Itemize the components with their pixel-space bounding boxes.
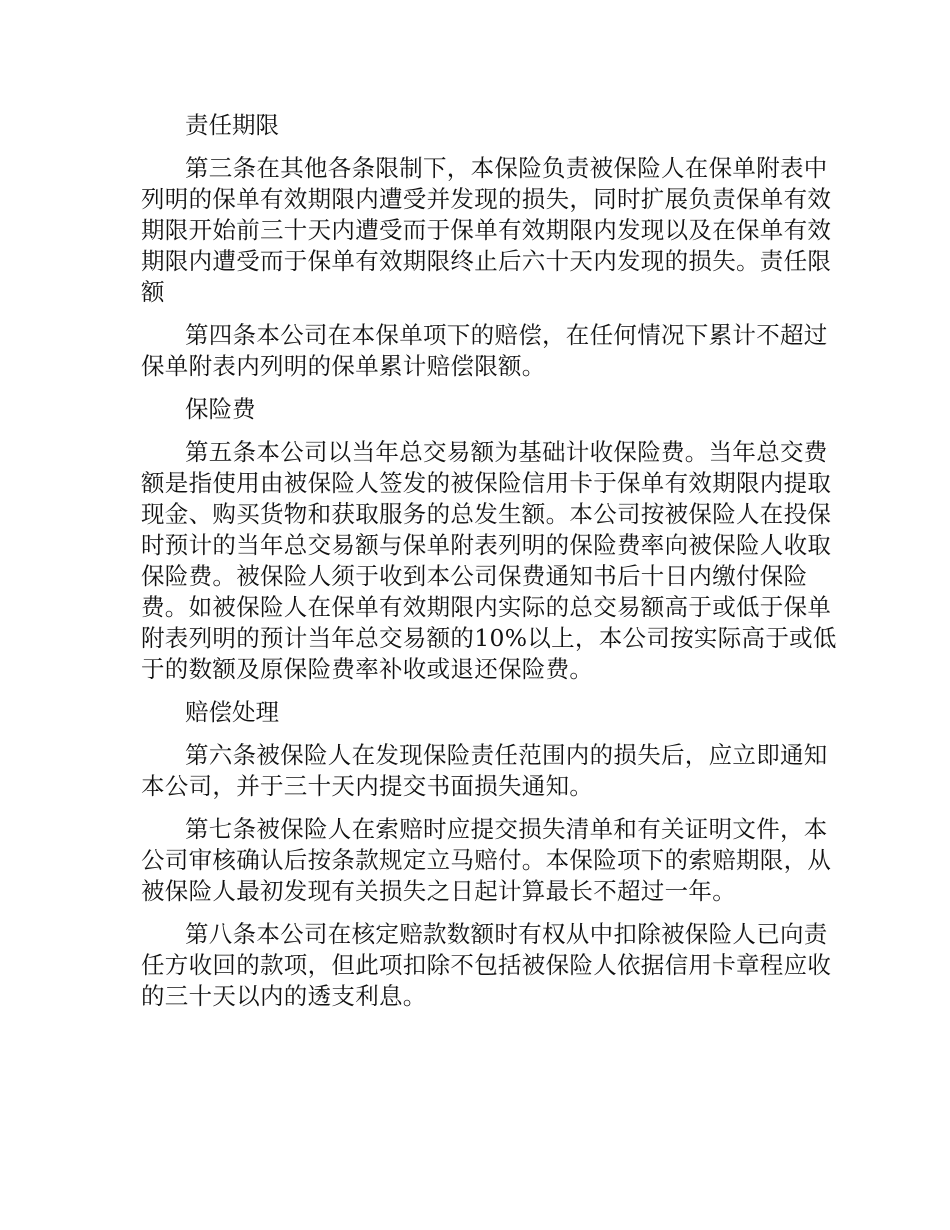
article-7: 第七条被保险人在索赔时应提交损失清单和有关证明文件，本公司审核确认后按条款规定立马赔付。本保险项下的索赔期限，从被保险人最初发现有关损失之日起计算最长不超过一年。: [141, 815, 832, 905]
section-heading-premium: 保险费: [185, 395, 256, 423]
article-5: 第五条本公司以当年总交易额为基础计收保险费。当年总交费额是指使用由被保险人签发的被保险信用卡于保单有效期限内提取现金、购买货物和获取服务的总发生额。本公司按被保险人在投保时预计的当年总交易额与保单附表列明的保险费率向被保险人收取保险费。被保险人须于收到本公司保费通知书后十日内缴付保险费。如被保险人在保单有效期限内实际的总交易额高于或低于保单附表列明的预计当年总交易额的10%以上，本公司按实际高于或低于的数额及原保险费率补收或退还保险费。: [141, 438, 837, 683]
section-heading-claims: 赔偿处理: [185, 698, 279, 726]
section-heading-term: 责任期限: [185, 111, 279, 139]
article-8: 第八条本公司在核定赔款数额时有权从中扣除被保险人已向责任方收回的款项，但此项扣除不包括被保险人依据信用卡章程应收的三十天以内的透支利息。: [141, 920, 832, 1010]
article-3: 第三条在其他各条限制下，本保险负责被保险人在保单附表中列明的保单有效期限内遭受并发现的损失，同时扩展负责保单有效期限开始前三十天内遭受而于保单有效期限内发现以及在保单有效期限内遭受而于保单有效期限终止后六十天内发现的损失。责任限额: [141, 154, 832, 306]
article-6: 第六条被保险人在发现保险责任范围内的损失后，应立即通知本公司，并于三十天内提交书面损失通知。: [141, 741, 828, 800]
article-4: 第四条本公司在本保单项下的赔偿，在任何情况下累计不超过保单附表内列明的保单累计赔偿限额。: [141, 321, 828, 380]
